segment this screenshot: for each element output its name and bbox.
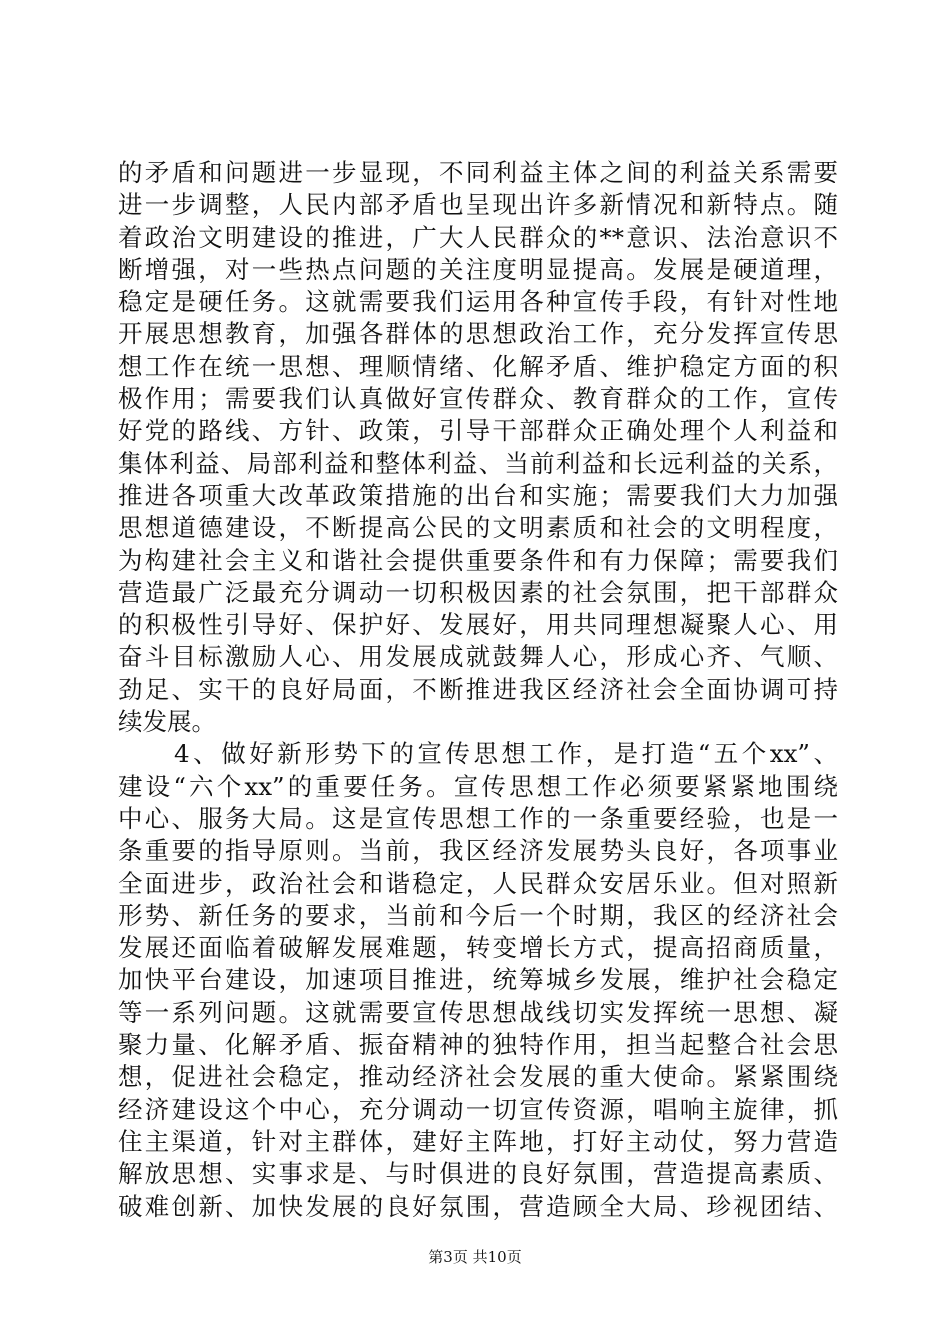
text-line: 推进各项重大改革政策措施的出台和实施；需要我们大力加强 [118,480,838,510]
text-line: 聚力量、化解矛盾、振奋精神的独特作用，担当起整合社会思 [118,1030,838,1060]
text-line: 的积极性引导好、保护好、发展好，用共同理想凝聚人心、用 [118,610,838,640]
text-line: 集体利益、局部利益和整体利益、当前利益和长远利益的关系， [118,448,838,478]
text-line: 营造最广泛最充分调动一切积极因素的社会氛围，把干部群众 [118,577,838,607]
text-line: 发展还面临着破解发展难题，转变增长方式，提高招商质量， [118,933,838,963]
text-line: 进一步调整，人民内部矛盾也呈现出许多新情况和新特点。随 [118,190,838,220]
text-line: 形势、新任务的要求，当前和今后一个时期，我区的经济社会 [118,900,838,930]
text-line: 极作用；需要我们认真做好宣传群众、教育群众的工作，宣传 [118,384,838,414]
page-footer: 第3页 共10页 [428,1248,522,1266]
text-line: 解放思想、实事求是、与时俱进的良好氛围，营造提高素质、 [118,1159,838,1189]
text-line: 等一系列问题。这就需要宣传思想战线切实发挥统一思想、凝 [118,997,838,1027]
text-line: 住主渠道，针对主群体，建好主阵地，打好主动仗，努力营造 [118,1126,838,1156]
text-line: 着政治文明建设的推进，广大人民群众的**意识、法治意识不 [118,222,838,252]
text-line: 稳定是硬任务。这就需要我们运用各种宣传手段，有针对性地 [118,287,838,317]
text-line: 想，促进社会稳定，推动经济社会发展的重大使命。紧紧围绕 [118,1062,838,1092]
text-line: 破难创新、加快发展的良好氛围，营造顾全大局、珍视团结、 [118,1191,838,1221]
body-text [118,157,838,1223]
text-line: 思想道德建设，不断提高公民的文明素质和社会的文明程度， [118,513,838,543]
text-line: 想工作在统一思想、理顺情绪、化解矛盾、维护稳定方面的积 [118,351,838,381]
text-line: 经济建设这个中心，充分调动一切宣传资源，唱响主旋律，抓 [118,1094,838,1124]
text-line: 4、做好新形势下的宣传思想工作，是打造“五个xx”、 [118,739,838,769]
text-line: 条重要的指导原则。当前，我区经济发展势头良好，各项事业 [118,836,838,866]
text-line: 中心、服务大局。这是宣传思想工作的一条重要经验，也是一 [118,803,838,833]
text-line: 的矛盾和问题进一步显现，不同利益主体之间的利益关系需要 [118,158,838,187]
text-line: 劲足、实干的良好局面，不断推进我区经济社会全面协调可持 [118,674,838,704]
text-line: 建设“六个xx”的重要任务。宣传思想工作必须要紧紧地围绕 [118,771,838,801]
text-line: 为构建社会主义和谐社会提供重要条件和有力保障；需要我们 [118,545,838,575]
text-line: 好党的路线、方针、政策，引导干部群众正确处理个人利益和 [118,416,838,446]
text-line: 续发展。 [118,707,216,737]
text-line: 全面进步，政治社会和谐稳定，人民群众安居乐业。但对照新 [118,868,838,898]
text-line: 开展思想教育，加强各群体的思想政治工作，充分发挥宣传思 [118,319,838,349]
text-line: 加快平台建设，加速项目推进，统筹城乡发展，维护社会稳定 [118,965,838,995]
text-line: 断增强，对一些热点问题的关注度明显提高。发展是硬道理， [118,254,838,284]
text-line: 奋斗目标激励人心、用发展成就鼓舞人心，形成心齐、气顺、 [118,642,838,672]
